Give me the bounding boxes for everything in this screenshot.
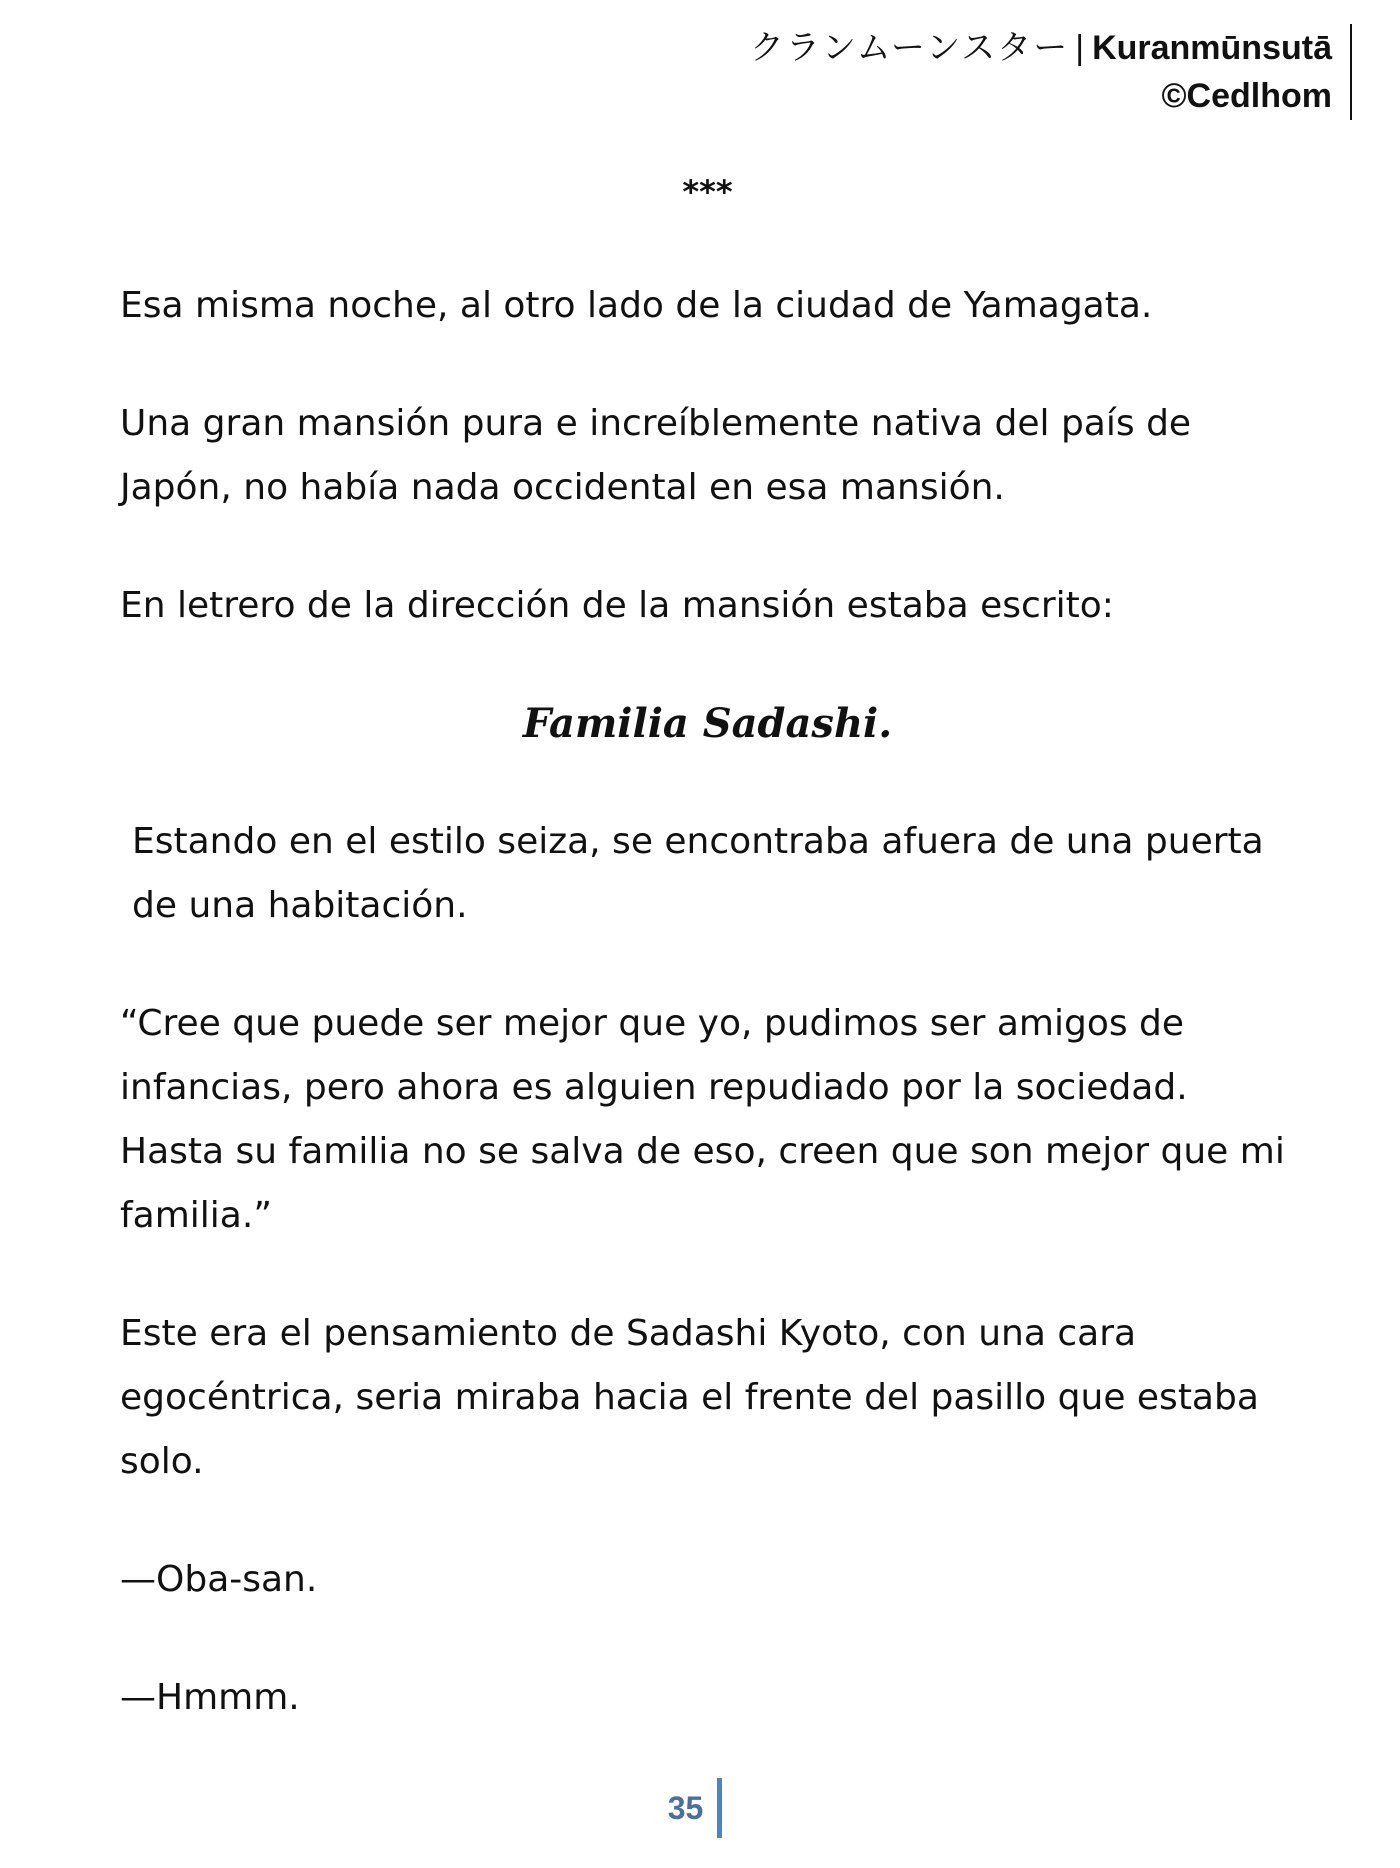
page-number: 35 bbox=[668, 1778, 723, 1838]
page-body bbox=[120, 160, 1295, 1784]
header-title-line bbox=[632, 24, 1332, 72]
paragraph-1: Esa misma noche, al otro lado de la ciudad de Yamagata. bbox=[120, 285, 1153, 326]
header-title-romaji: Kuranmūnsutā bbox=[1092, 29, 1332, 67]
paragraph-2: Una gran mansión pura e increíblemente nativa del país de Japón, no había nada occidental en esa mansión. bbox=[120, 403, 1192, 508]
running-header bbox=[632, 24, 1352, 120]
scene-separator: *** bbox=[682, 173, 733, 211]
header-title-japanese: クランムーンスター bbox=[749, 28, 1070, 68]
paragraph-6: Este era el pensamiento de Sadashi Kyoto, con una cara egocéntrica, seria miraba hacia el frente del pasillo que estaba solo. bbox=[120, 1313, 1259, 1482]
paragraph-3: En letrero de la dirección de la mansión estaba escrito: bbox=[120, 585, 1114, 626]
dialogue-line-2: —Hmmm. bbox=[120, 1677, 300, 1718]
header-separator: | bbox=[1075, 29, 1085, 67]
header-copyright: ©Cedlhom bbox=[1161, 77, 1332, 115]
dialogue-line-1: —Oba-san. bbox=[120, 1559, 318, 1600]
page-footer bbox=[0, 1778, 1400, 1838]
sign-text: Familia Sadashi. bbox=[522, 700, 893, 747]
paragraph-5: “Cree que puede ser mejor que yo, pudimos ser amigos de infancias, pero ahora es alguien repudiado por la sociedad. Hasta su familia no se salva de eso, creen que son mejor que mi familia.” bbox=[120, 1003, 1285, 1236]
paragraph-4: Estando en el estilo seiza, se encontraba afuera de una puerta de una habitación. bbox=[132, 821, 1264, 926]
